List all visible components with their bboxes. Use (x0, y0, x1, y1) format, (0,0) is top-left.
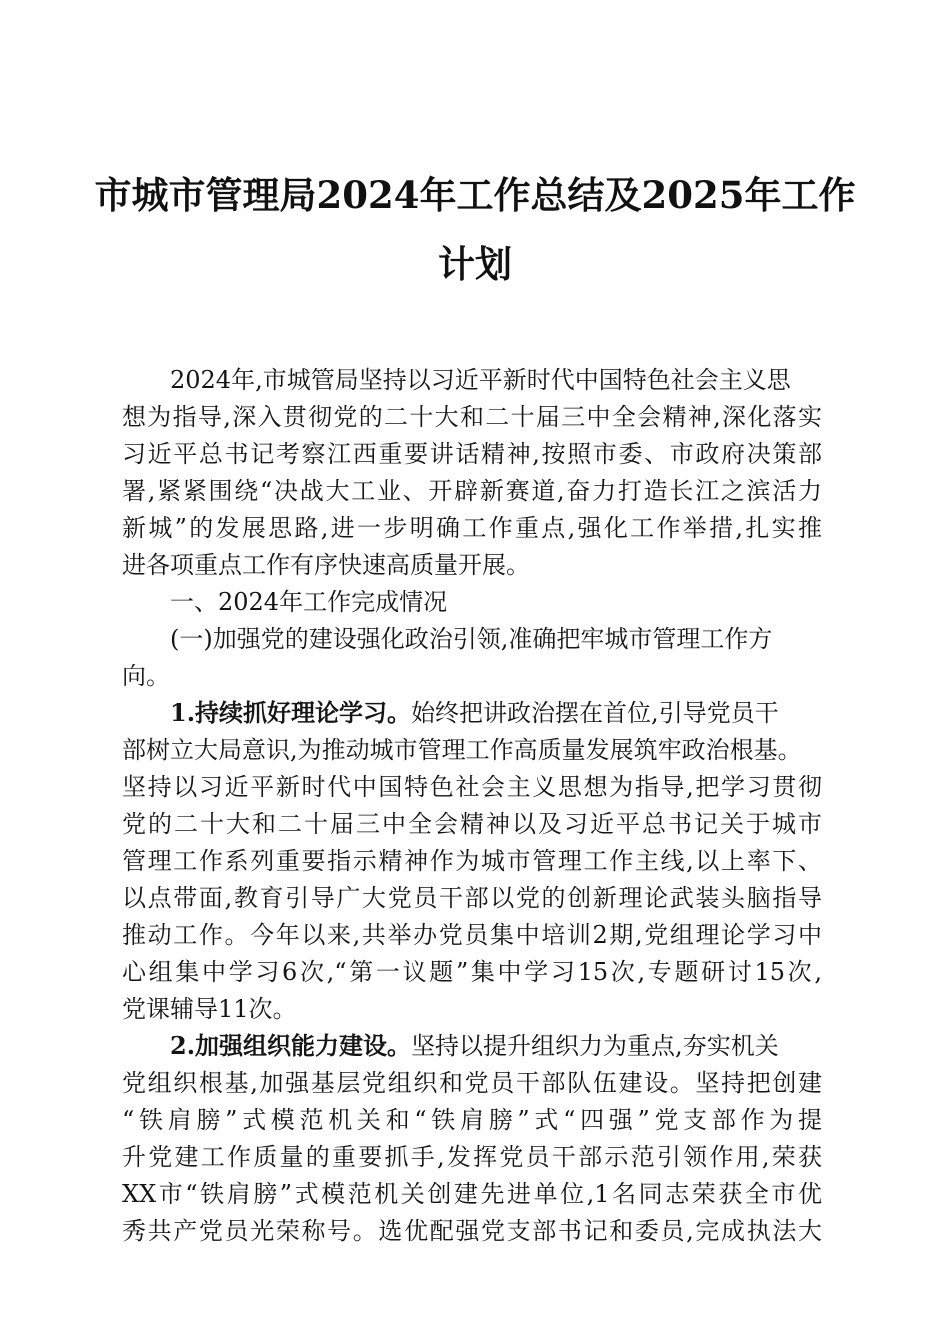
intro-line-1: 2024年,市城管局坚持以习近平新时代中国特色社会主义思 (170, 366, 791, 394)
item-1-line-2: 部树立大局意识,为推动城市管理工作高质量发展筑牢政治根基。 (122, 736, 802, 764)
item-1-line-9: 党课辅导11次。 (122, 995, 297, 1023)
item-2-line-3: “铁肩膀”式模范机关和“铁肩膀”式“四强”党支部作为提 (122, 1106, 822, 1134)
item-1-line-6: 以点带面,教育引导广大党员干部以党的创新理论武装头脑指导 (122, 884, 822, 912)
document-title-line-1: 市城市管理局2024年工作总结及2025年工作 (94, 173, 856, 217)
item-2-line-6: 秀共产党员光荣称号。选优配强党支部书记和委员,完成执法大 (122, 1217, 822, 1245)
item-1-line-4: 党的二十大和二十届三中全会精神以及习近平总书记关于城市 (122, 810, 822, 838)
item-2-line-5: XX市“铁肩膀”式模范机关创建先进单位,1名同志荣获全市优 (122, 1180, 822, 1208)
item-1-line-8: 心组集中学习6次,“第一议题”集中学习15次,专题研讨15次, (122, 958, 822, 986)
item-1-line-5: 管理工作系列重要指示精神作为城市管理工作主线,以上率下、 (122, 847, 822, 875)
item-1-first-line (170, 698, 779, 727)
intro-line-6: 进各项重点工作有序快速高质量开展。 (122, 551, 530, 579)
intro-line-5: 新城”的发展思路,进一步明确工作重点,强化工作举措,扎实推 (122, 514, 822, 542)
document-title-line-2: 计划 (438, 242, 512, 286)
item-2-line-4: 升党建工作质量的重要抓手,发挥党员干部示范引领作用,荣获 (122, 1143, 822, 1171)
item-2-first-line (170, 1031, 779, 1060)
section-heading-1: 一、2024年工作完成情况 (170, 588, 448, 616)
item-1-line-1: 始终把讲政治摆在首位,引导党员干 (411, 699, 779, 727)
subheading-line-1: (一)加强党的建设强化政治引领,准确把牢城市管理工作方 (170, 625, 773, 653)
intro-line-3: 习近平总书记考察江西重要讲话精神,按照市委、市政府决策部 (122, 440, 822, 468)
item-2-label: 2.加强组织能力建设。 (170, 1031, 412, 1060)
item-2-line-1: 坚持以提升组织力为重点,夯实机关 (411, 1032, 779, 1060)
intro-line-4: 署,紧紧围绕“决战大工业、开辟新赛道,奋力打造长江之滨活力 (122, 477, 822, 505)
item-2-line-2: 党组织根基,加强基层党组织和党员干部队伍建设。坚持把创建 (122, 1069, 822, 1097)
item-1-line-7: 推动工作。今年以来,共举办党员集中培训2期,党组理论学习中 (122, 921, 822, 949)
item-1-label: 1.持续抓好理论学习。 (170, 698, 412, 727)
intro-line-2: 想为指导,深入贯彻党的二十大和二十届三中全会精神,深化落实 (122, 403, 822, 431)
item-1-line-3: 坚持以习近平新时代中国特色社会主义思想为指导,把学习贯彻 (122, 773, 822, 801)
subheading-line-2: 向。 (122, 662, 170, 690)
